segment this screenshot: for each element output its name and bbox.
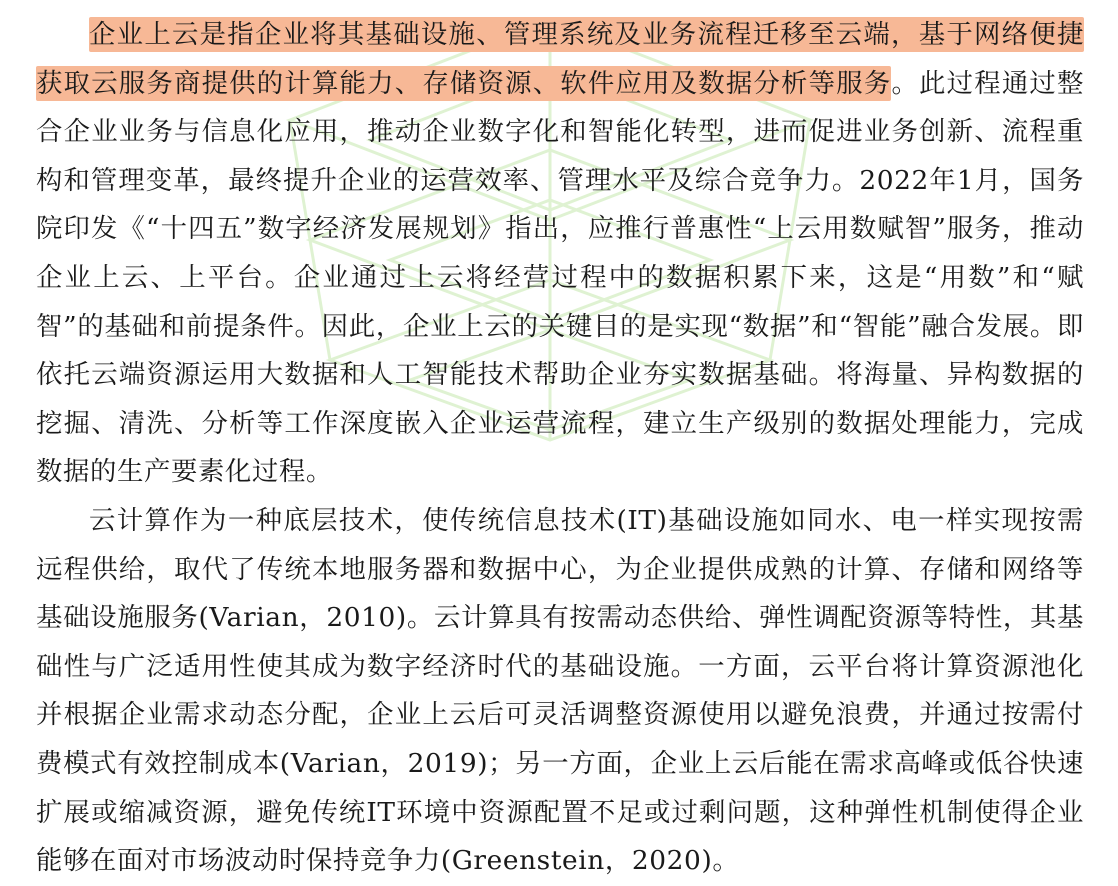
paragraph-1 [36,11,1084,497]
document-body [36,11,1084,886]
paragraph-1-text: 。此过程通过整合企业业务与信息化应用，推动企业数字化和智能化转型，进而促进业务创新、流程重构和管理变革，最终提升企业的运营效率、管理水平及综合竞争力。2022年1月，国务院印发《“十四五”数字经济发展规划》指出，应推行普惠性“上云用数赋智”服务，推动企业上云、上平台。企业通过上云将经营过程中的数据积累下来，这是“用数”和“赋智”的基础和前提条件。因此，企业上云的关键目的是实现“数据”和“智能”融合发展。即依托云端资源运用大数据和人工智能技术帮助企业夯实数据基础。将海量、异构数据的挖掘、清洗、分析等工作深度嵌入企业运营流程，建立生产级别的数据处理能力，完成数据的生产要素化过程。 [36,67,1084,488]
paragraph-2: 云计算作为一种底层技术，使传统信息技术(IT)基础设施如同水、电一样实现按需远程供给，取代了传统本地服务器和数据中心，为企业提供成熟的计算、存储和网络等基础设施服务(Varian，2010)。云计算具有按需动态供给、弹性调配资源等特性，其基础性与广泛适用性使其成为数字经济时代的基础设施。一方面，云平台将计算资源池化并根据企业需求动态分配，企业上云后可灵活调整资源使用以避免浪费，并通过按需付费模式有效控制成本(Varian，2019)；另一方面，企业上云后能在需求高峰或低谷快速扩展或缩减资源，避免传统IT环境中资源配置不足或过剩问题，这种弹性机制使得企业能够在面对市场波动时保持竞争力(Greenstein，2020)。 [36,504,1084,877]
highlighted-text: 企业上云是指企业将其基础设施、管理系统及业务流程迁移至云端，基于网络便捷获取云服务商提供的计算能力、存储资源、软件应用及数据分析等服务 [36,19,1084,99]
